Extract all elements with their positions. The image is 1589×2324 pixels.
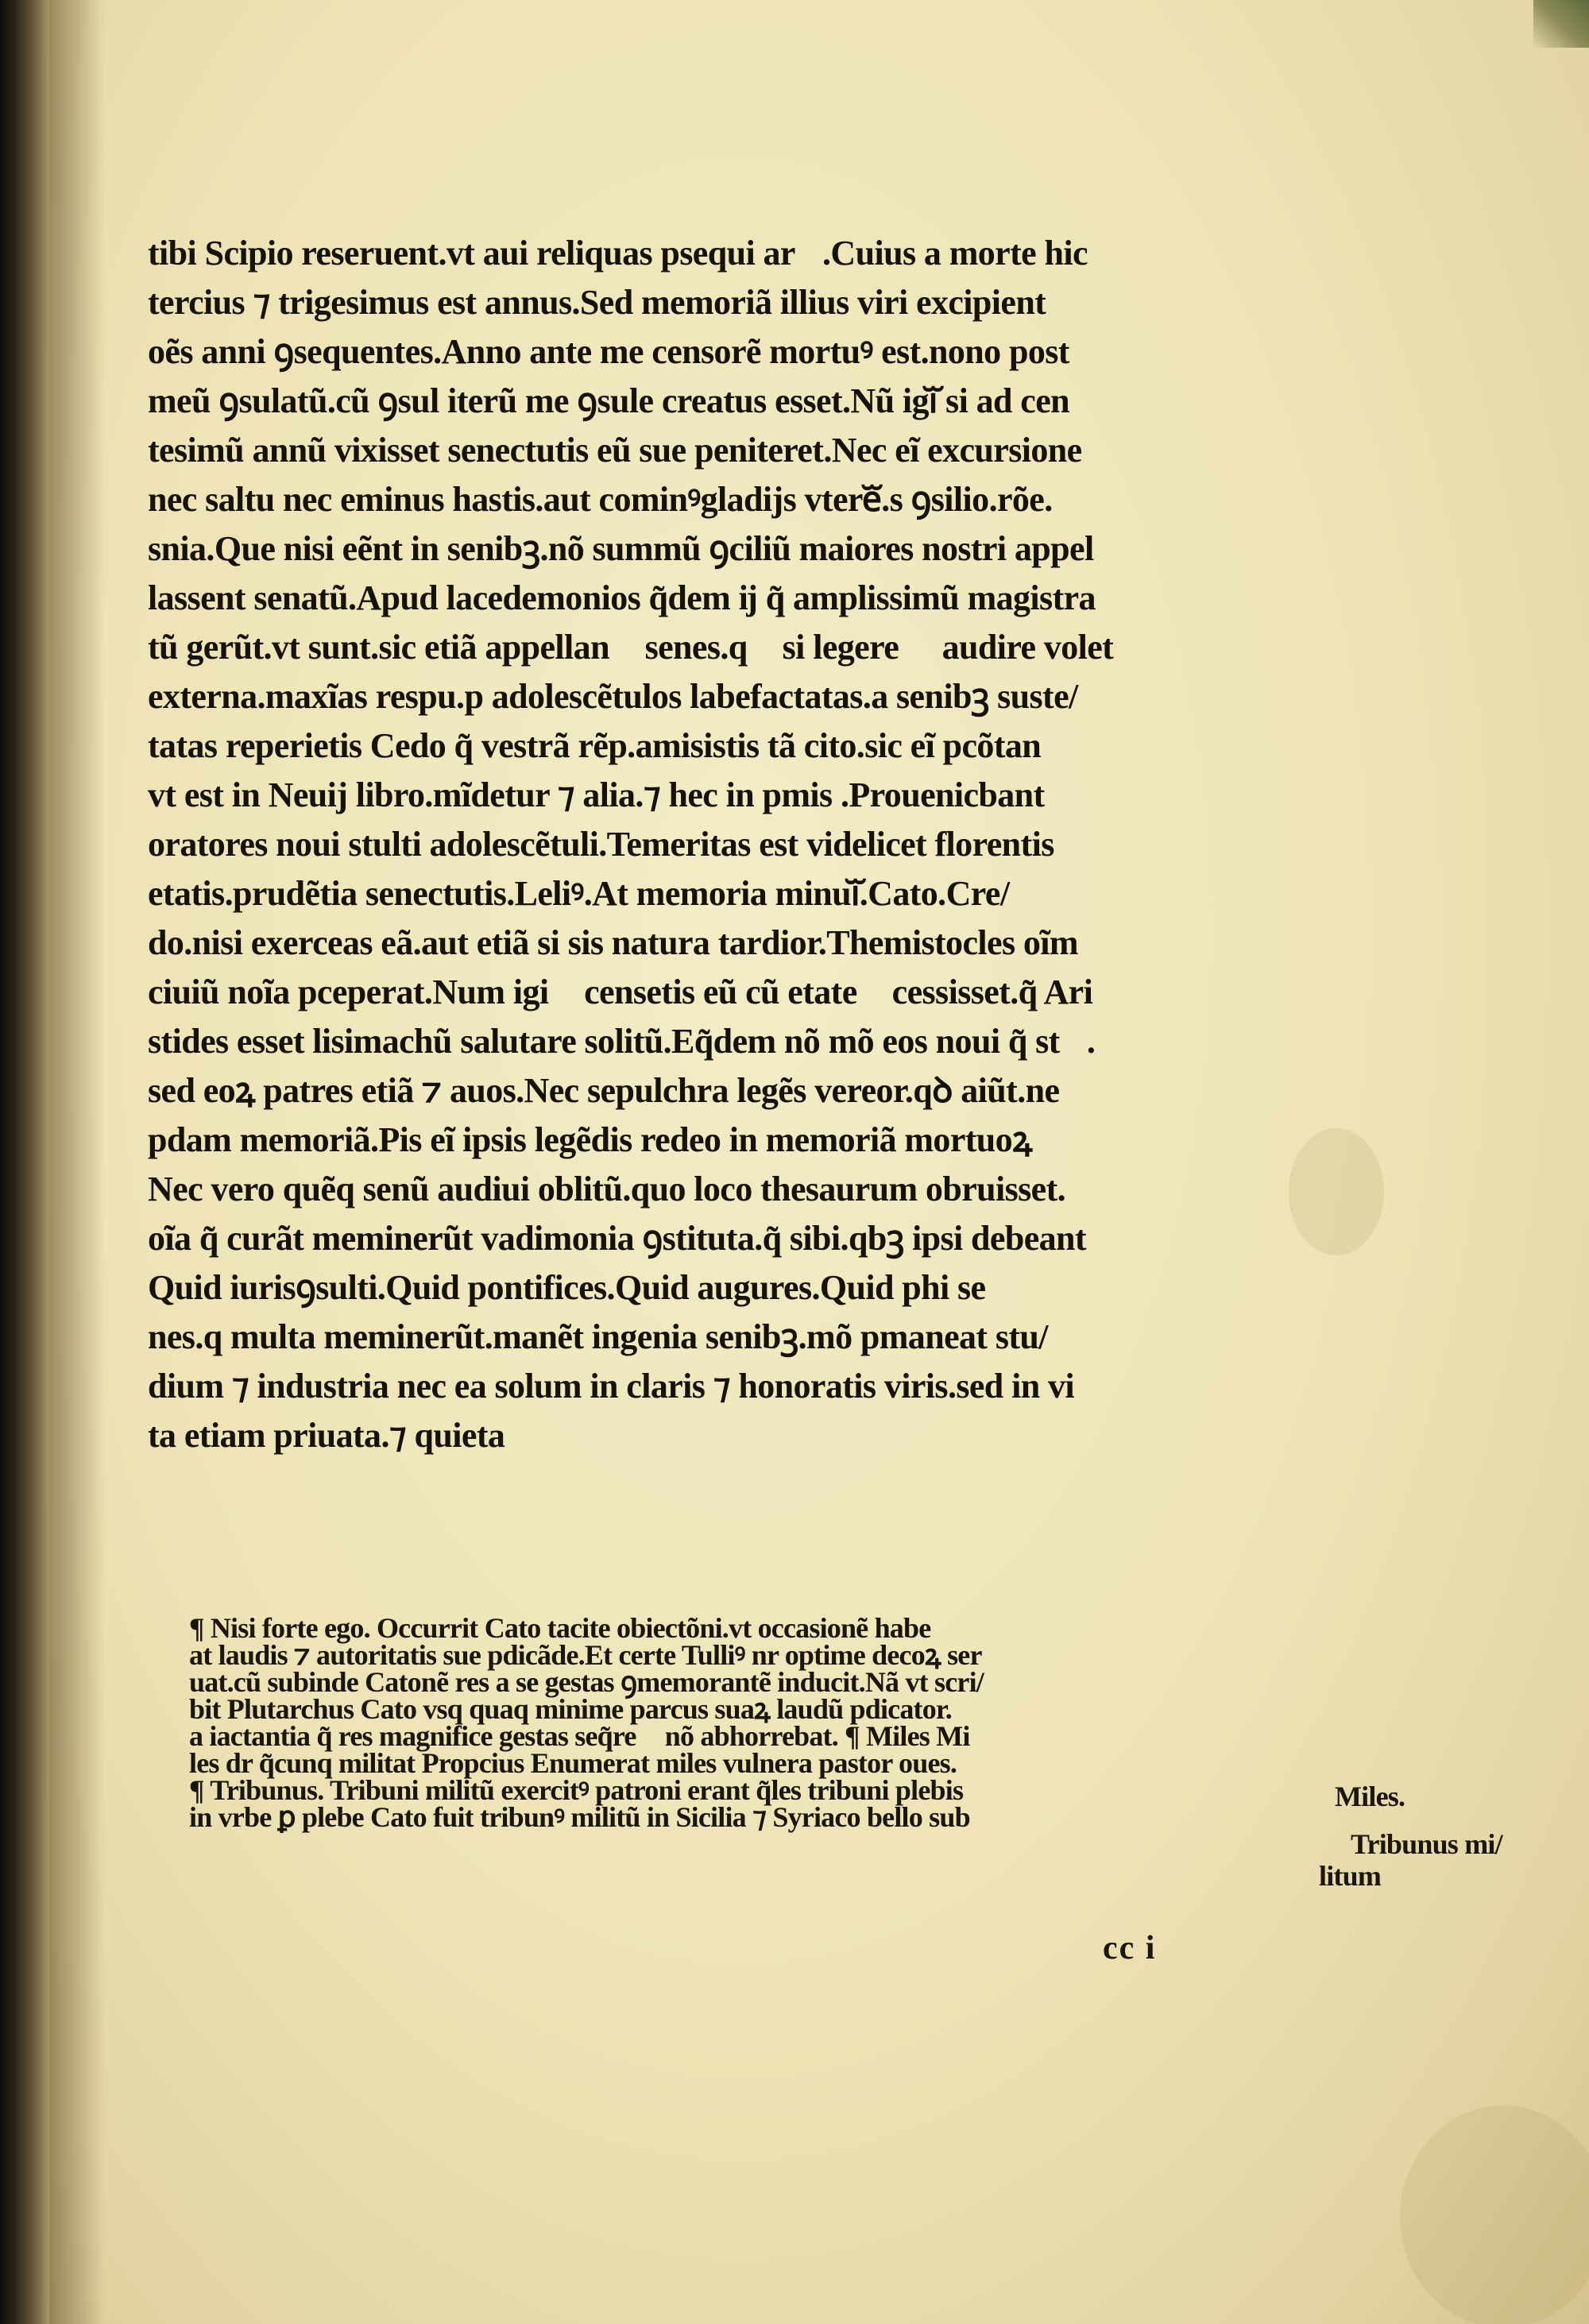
- text-line: do.nisi exerceas eã.aut etiã si sis natura tardior.Themistocles oĩm: [148, 923, 1078, 962]
- commentary-line: bit Plutarchus Cato vsq quaq minime parcus suaꝝ laudũ pdicator.: [189, 1693, 952, 1725]
- text-line: lassent senatũ.Apud lacedemonios q̃dem ĳ q̃ amplissimũ magistra: [148, 578, 1096, 617]
- commentary-line: in vrbe ꝑ plebe Cato fuit tribunꝰ militũ in Sicilia ⁊ Syriaco bello sub: [189, 1801, 970, 1833]
- text-line: stides esset lisimachũ salutare solitũ.Eq̃dem nõ mõ eos noui q̃ stᷓ.: [148, 1022, 1096, 1061]
- text-line: tercius ⁊ trigesimus est annus.Sed memoriã illius viri excipient: [148, 283, 1046, 322]
- text-line: snia.Que nisi eẽnt in senibꝫ.nõ summũ ꝯciliũ maiores nostri appel: [148, 529, 1094, 568]
- text-line: tatas reperietis Cedo q̃ vestrã rẽp.amisistis tã cito.sic eĩ pcõtanᷓ: [148, 726, 1069, 765]
- margin-note-tribunus: Tribunus mi/: [1351, 1828, 1502, 1860]
- text-line: tibi Scipio reseruent.vt aui reliquas psequi arᷓ.Cuius a morte hic: [148, 234, 1088, 273]
- text-line: pdam memoriã.Pis eĩ ipsis legẽdis redeo in memoriã mortuoꝝ: [148, 1120, 1032, 1159]
- page-binding-edge: [0, 0, 49, 2324]
- text-line: nes.q multa meminerũt.manẽt ingenia senibꝫ.mõ pmaneat stu/: [148, 1317, 1048, 1356]
- commentary-line: les dr q̃cunq militat Propcius Enumerat miles vulnera pastor oues.: [189, 1747, 957, 1779]
- text-line: etatis.prudẽtia senectutis.Leliꝰ.At memoria minuiᷓ.Cato.Cre/: [148, 874, 1010, 913]
- page-corner: [1533, 0, 1589, 48]
- text-line: sed eoꝝ patres etiã ⁊ auos.Nec sepulchra legẽs vereor.qꝺ aiũt.ne: [148, 1071, 1060, 1110]
- text-line: oẽs anni ꝯsequentes.Anno ante me censorẽ mortuꝰ est.nono post: [148, 332, 1069, 371]
- margin-note-litum: litum: [1319, 1860, 1382, 1892]
- commentary-line: a iactantia q̃ res magnifice gestas seq̃reᷓ nõ abhorrebat. ¶ Miles Mi: [189, 1720, 970, 1752]
- text-line: meũ ꝯsulatũ.cũ ꝯsul iterũ me ꝯsule creatus esset.Nũ igiᷓ si ad cen: [148, 381, 1069, 420]
- page-stain: [1289, 1128, 1384, 1255]
- commentary-line: ¶ Nisi forte ego. Occurrit Cato tacite obiectõni.vt occasionẽ habe: [189, 1612, 931, 1644]
- text-line: ciuiũ noĩa pceperat.Num igiᷓ censetis eũ cũ etate ꝑcessisset.q̃ Ari: [148, 973, 1093, 1011]
- margin-note-miles: Miles.: [1335, 1781, 1405, 1812]
- commentary-line: uat.cũ subinde Catonẽ res a se gestas ꝯmemorantẽ inducit.Nã vt scri/: [189, 1666, 984, 1698]
- text-line: oratores noui stulti adolescẽtuli.Temeritas est videlicet florentis: [148, 825, 1054, 864]
- signature-mark: cc i: [1103, 1930, 1157, 1966]
- gutter-shadow: [49, 0, 105, 2324]
- text-line: Quid iurisꝯsulti.Quid pontifices.Quid augures.Quid phi se: [148, 1268, 986, 1307]
- commentary-block: [189, 1614, 1317, 1831]
- text-line: externa.maxĩas respu.p adolescẽtulos labefactatas.a senibꝫ suste/: [148, 677, 1078, 716]
- main-text-block: [148, 229, 1252, 1460]
- text-line: dium ⁊ industria nec ea solum in claris ⁊ honoratis viris.sed in vi: [148, 1367, 1074, 1406]
- commentary-line: at laudis ⁊ autoritatis sue pdicãde.Et certe Tulliꝰ nr optime decoꝝ ser: [189, 1639, 982, 1671]
- text-line: tũ gerũt.vt sunt.sic etiã appellanᷓ senes.qꝫ si legere ⁊ audire voletᷓ: [148, 628, 1141, 667]
- commentary-line: ¶ Tribunus. Tribuni militũ exercitꝰ patroni erant q̃les tribuni plebis: [189, 1774, 964, 1806]
- text-line: vt est in Neuij libro.mĩdetur ⁊ alia.⁊ hec in pmis .Prouenicbant: [148, 775, 1045, 814]
- text-line: tesimũ annũ vixisset senectutis eũ sue peniteret.Nec eĩ excursione: [148, 431, 1082, 470]
- text-line: ta etiam priuata.⁊ quieta: [148, 1416, 505, 1455]
- text-line: nec saltu nec eminus hastis.aut cominꝰgladijs vtereᷓ.s ꝯsilio.rõe.: [148, 480, 1053, 519]
- page-stain: [1400, 2106, 1589, 2324]
- text-line: oĩa q̃ curãt meminerũt vadimonia ꝯstituta.q̃ sibi.qbꝫ ipsi debeant: [148, 1219, 1086, 1258]
- text-line: Nec vero quẽq senũ audiui oblitũ.quo loco thesaurum obruisset.: [148, 1170, 1066, 1208]
